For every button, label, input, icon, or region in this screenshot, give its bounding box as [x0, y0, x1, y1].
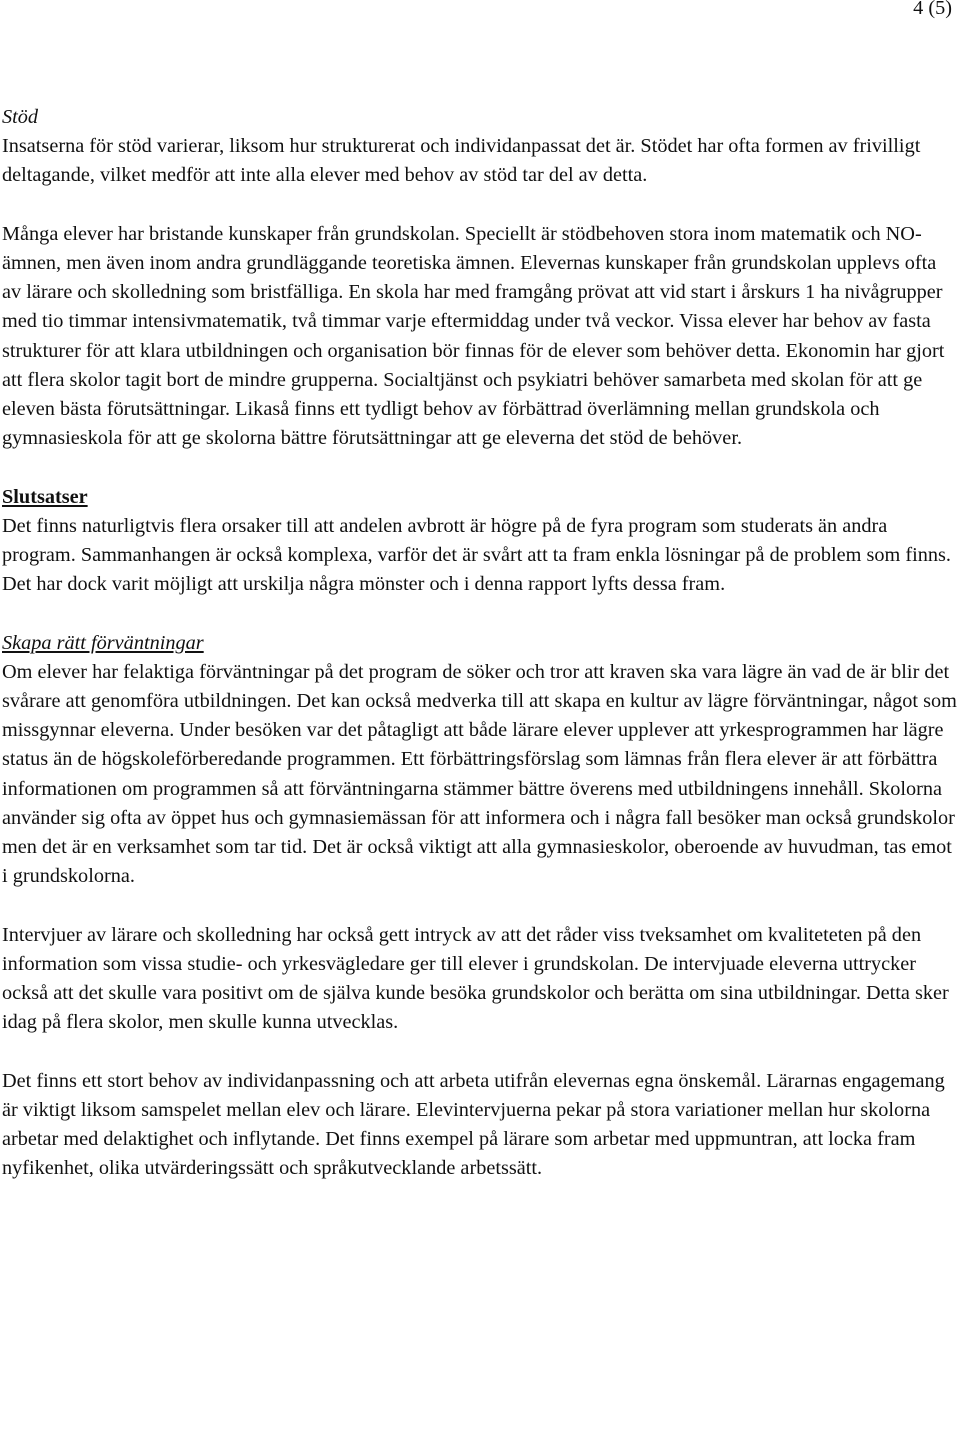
section-slutsatser	[2, 483, 960, 600]
paragraph-skapa-2: Intervjuer av lärare och skolledning har också gett intryck av att det råder viss tveksamhet om kvaliteteten på den information som vissa studie- och yrkesvägledare ger till elever i grundskolan. De intervjuade eleverna uttrycker också att det skulle vara positivt om de själva kunde besöka grundskolor och berätta om sina utbildningar. Detta sker idag på flera skolor, men skulle kunna utvecklas.	[2, 923, 949, 1034]
section-heading-stod: Stöd	[2, 106, 39, 128]
section-stod	[2, 103, 960, 453]
section-heading-skapa: Skapa rätt förväntningar	[2, 631, 204, 654]
paragraph-gap	[2, 1037, 960, 1066]
section-skapa	[2, 629, 960, 1184]
section-heading-slutsatser: Slutsatser	[2, 485, 88, 508]
paragraph-gap	[2, 453, 960, 482]
document-body	[2, 103, 960, 1183]
paragraph-skapa-1: Om elever har felaktiga förväntningar på det program de söker och tror att kraven ska vara lägre än vad de är blir det svårare att genomföra utbildningen. Det kan också medverka till att skapa en kultur av lägre förväntningar, något som missgynnar eleverna. Under besöken var det påtagligt att både lärare elever upplever att yrkesprogrammen har lägre status än de högskoleförberedande programmen. Ett förbättringsförslag som lämnas från flera elever är att förbättra informationen om programmen så att förväntningarna stämmer bättre överens med utbildningens innehåll. Skolorna använder sig ofta av öppet hus och gymnasiemässan för att informera och i några fall besöker man också grundskolor men det är en verksamhet som tar tid. Det är också viktigt att alla gymnasieskolor, oberoende av huvudman, tas emot i grundskolorna.	[2, 660, 957, 888]
paragraph-slutsatser-1: Det finns naturligtvis flera orsaker till att andelen avbrott är högre på de fyra program som studerats än andra program. Sammanhangen är också komplexa, varför det är svårt att ta fram enkla lösningar på de problem som finns. Det har dock varit möjligt att urskilja några mönster och i denna rapport lyfts dessa fram.	[2, 514, 951, 596]
paragraph-gap	[2, 891, 960, 920]
paragraph-stod-1: Insatserna för stöd varierar, liksom hur strukturerat och individanpassat det är. Stödet har ofta formen av frivilligt deltagande, vilket medför att inte alla elever med behov av stöd tar del av detta.	[2, 135, 921, 187]
paragraph-stod-2: Många elever har bristande kunskaper från grundskolan. Speciellt är stödbehoven stora inom matematik och NO-ämnen, men även inom andra grundläggande teoretiska ämnen. Elevernas kunskaper från grundskolan upplevs ofta av lärare och skolledning som bristfälliga. En skola har med framgång prövat att vid start i årskurs 1 ha nivågrupper med tio timmar intensivmatematik, två timmar varje eftermiddag under två veckor. Vissa elever har behov av fasta strukturer för att klara utbildningen och organisation bör finnas för de elever som behöver detta. Ekonomin har gjort att flera skolor tagit bort de mindre grupperna. Socialtjänst och psykiatri behöver samarbeta med skolan för att ge eleven bästa förutsättningar. Likaså finns ett tydligt behov av förbättrad överlämning mellan grundskola och gymnasieskola för att ge skolorna bättre förutsättningar att ge eleverna det stöd de behöver.	[2, 222, 945, 450]
paragraph-skapa-3: Det finns ett stort behov av individanpassning och att arbeta utifrån elevernas egna önskemål. Lärarnas engagemang är viktigt liksom samspelet mellan elev och lärare. Elevintervjuerna pekar på stora variationer mellan hur skolorna arbetar med delaktighet och inflytande. Det finns exempel på lärare som arbetar med uppmuntran, att locka fram nyfikenhet, olika utvärderingssätt och språkutvecklande arbetssätt.	[2, 1069, 945, 1180]
paragraph-gap	[2, 191, 960, 220]
paragraph-gap	[2, 599, 960, 628]
page-number: 4 (5)	[913, 0, 952, 19]
